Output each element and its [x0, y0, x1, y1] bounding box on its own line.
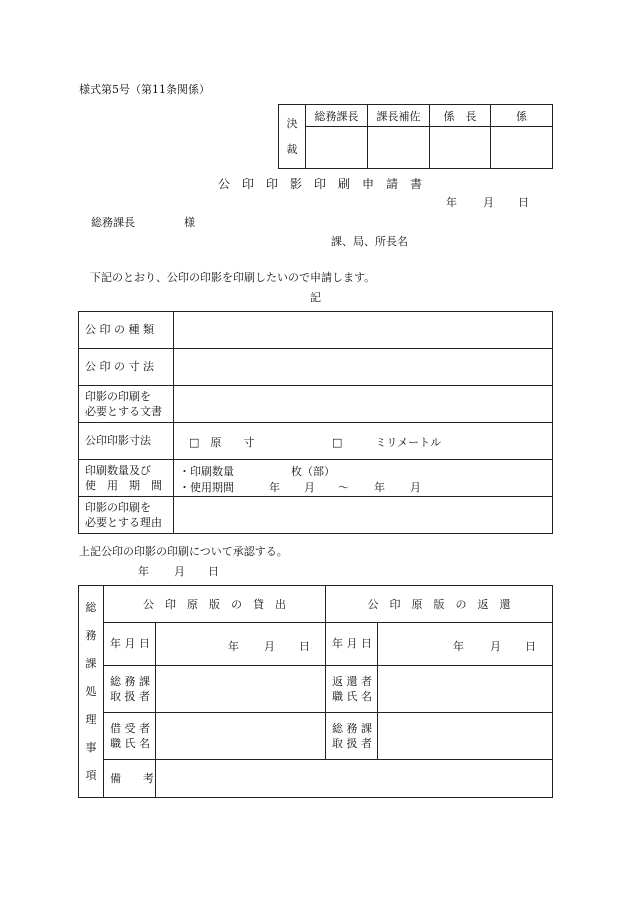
label-document: 印影の印刷を 必要とする文書 [79, 386, 174, 423]
label-quantity-period: 印刷数量及び 使 用 期 間 [79, 460, 174, 497]
impression-size-options [174, 423, 553, 460]
lend-header: 公 印 原 版 の 貸 出 [104, 586, 326, 623]
lend-handler-label: 総 務 課 取 扱 者 [104, 666, 156, 713]
approval-header-chief: 係 長 [430, 105, 491, 127]
seal-size-value [174, 349, 553, 386]
return-header: 公 印 原 版 の 返 還 [326, 586, 553, 623]
form-number: 様式第5号（第11条関係） [79, 83, 210, 96]
period-month2: 月 [410, 481, 421, 494]
option-millimeter[interactable]: □ ミリメートル [332, 436, 442, 449]
period-year: 年 [269, 481, 280, 494]
quantity-period-value [174, 460, 553, 497]
lend-day: 日 [299, 640, 310, 653]
lend-handler-value [156, 666, 326, 713]
period-month: 月 [304, 481, 315, 494]
return-year: 年 [453, 640, 464, 653]
approval-header-assistant: 課長補佐 [368, 105, 430, 127]
borrower-label: 借 受 者 職 氏 名 [104, 713, 156, 760]
label-seal-type: 公 印 の 種 類 [79, 312, 174, 349]
date-day: 日 [518, 196, 529, 209]
lend-month: 月 [264, 640, 275, 653]
processing-vertical-label: 総 務 課 処 理 事 項 [79, 586, 104, 798]
body-text: 下記のとおり、公印の印影を印刷したいので申請します。 [90, 271, 376, 284]
print-qty-unit: 枚（部） [291, 465, 335, 478]
return-month: 月 [490, 640, 501, 653]
applicant-label: 課、局、所長名 [331, 235, 408, 248]
approval-date-day: 日 [208, 565, 219, 578]
option-actual-size[interactable]: □ 原 寸 [189, 436, 255, 449]
date-year: 年 [446, 196, 457, 209]
approval-header-section-chief: 総務課長 [306, 105, 368, 127]
return-day: 日 [525, 640, 536, 653]
document-title: 公 印 印 影 印 刷 申 請 書 [218, 177, 423, 191]
label-seal-size: 公 印 の 寸 法 [79, 349, 174, 386]
lend-date-label: 年 月 日 [104, 623, 156, 666]
remarks-value [156, 760, 553, 798]
addressee-name: 総務課長 [91, 216, 135, 229]
approval-stamp-cell [306, 127, 368, 169]
approval-stamp-table [278, 104, 553, 169]
borrower-value [156, 713, 326, 760]
approval-stamp-cell [368, 127, 430, 169]
details-table [78, 311, 553, 534]
lend-year: 年 [228, 640, 239, 653]
approval-date-year: 年 [138, 565, 149, 578]
return-date-label: 年 月 日 [326, 623, 378, 666]
period-year2: 年 [374, 481, 385, 494]
approval-stamp-cell [430, 127, 491, 169]
return-handler-label: 総 務 課 取 扱 者 [326, 713, 378, 760]
print-qty-label: ・印刷数量 [179, 465, 234, 478]
addressee-honorific: 様 [184, 216, 195, 229]
remarks-label: 備 考 [104, 760, 156, 798]
label-reason: 印影の印刷を 必要とする理由 [79, 497, 174, 534]
ki-label: 記 [310, 291, 321, 304]
date-month: 月 [483, 196, 494, 209]
period-label: ・使用期間 [179, 481, 234, 494]
approval-header-staff: 係 [491, 105, 553, 127]
processing-table [78, 585, 553, 798]
return-date-value [378, 623, 553, 666]
approval-side-label: 決 裁 [279, 105, 306, 169]
returner-label: 返 還 者 職 氏 名 [326, 666, 378, 713]
lend-date-value [156, 623, 326, 666]
returner-value [378, 666, 553, 713]
period-tilde: ～ [338, 481, 349, 494]
seal-type-value [174, 312, 553, 349]
document-value [174, 386, 553, 423]
approval-text: 上記公印の印影の印刷について承認する。 [79, 545, 288, 558]
return-handler-value [378, 713, 553, 760]
reason-value [174, 497, 553, 534]
approval-stamp-cell [491, 127, 553, 169]
approval-date-month: 月 [174, 565, 185, 578]
label-impression-size: 公印印影寸法 [79, 423, 174, 460]
